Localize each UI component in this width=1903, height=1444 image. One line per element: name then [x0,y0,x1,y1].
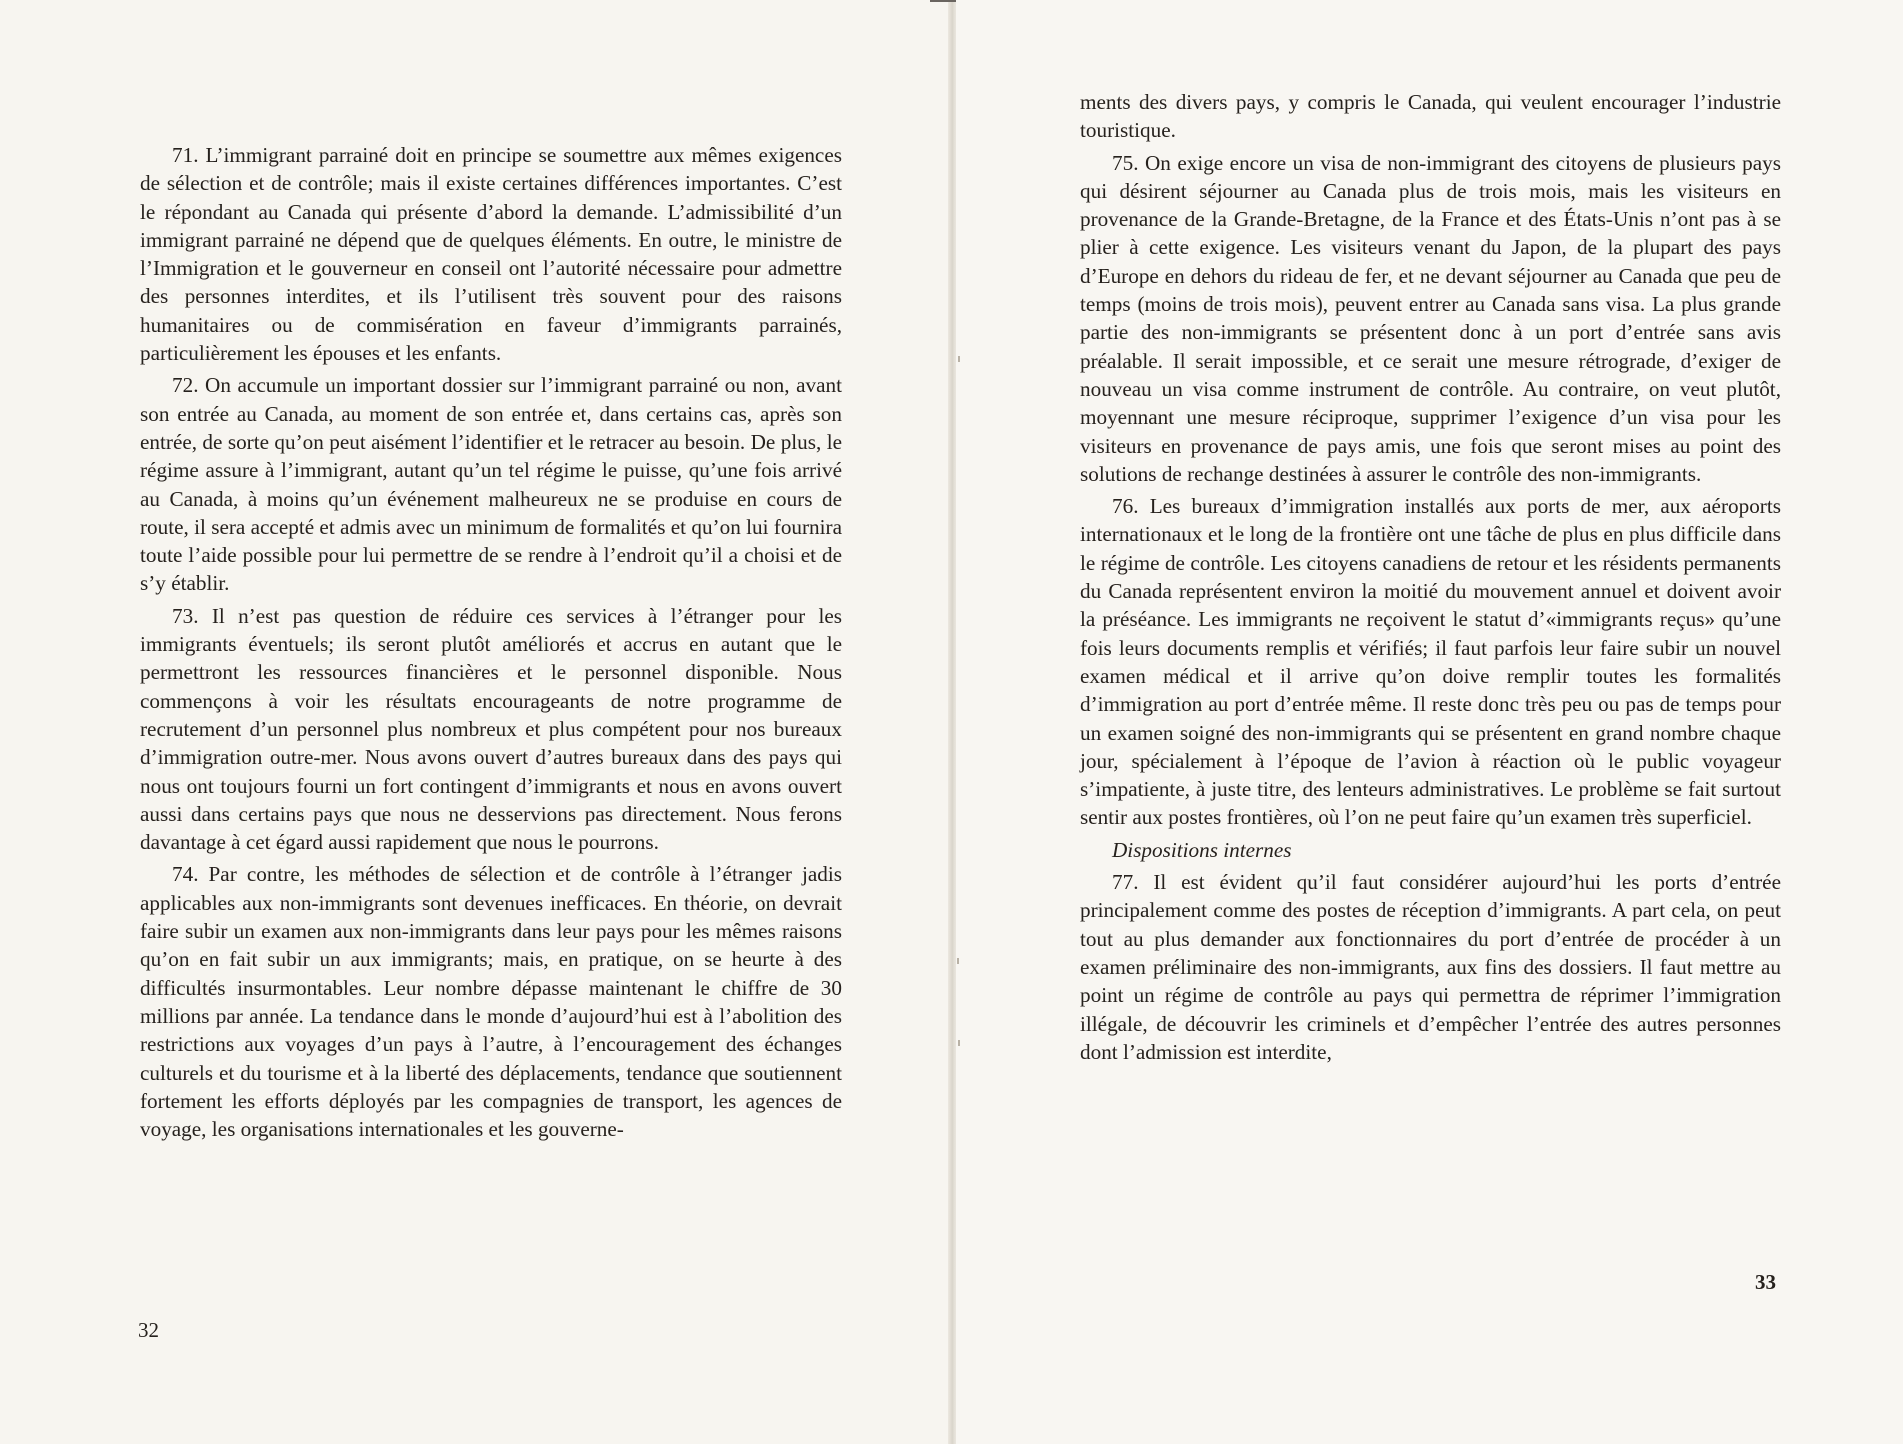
paragraph-74-continuation: ments des divers pays, y compris le Canada, qui veulent encourager l’industrie touristique. [1080,90,1781,143]
paragraph-77: 77. Il est évident qu’il faut considérer aujourd’hui les ports d’entrée principalement comme des postes de réception d’immigrants. A part cela, on peut tout au plus demander aux fonctionnaires du port d’entrée de procéder à un examen préliminaire des non-immigrants, aux fins des dossiers. Il faut mettre au point un régime de contrôle au pays qui permettra de réprimer l’immigration illégale, de découvrir les criminels et d’empêcher l’entrée des autres personnes dont l’admission est interdite, [1080,870,1781,1064]
page-number-left: 32 [138,1318,159,1342]
paragraph-75: 75. On exige encore un visa de non-immigrant des citoyens de plusieurs pays qui désirent séjourner au Canada plus de trois mois, mais les visiteurs en provenance de la Grande-Bretagne, de la France et des États-Unis n’ont pas à se plier à cette exigence. Les visiteurs venant du Japon, de la plupart des pays d’Europe en dehors du rideau de fer, et ne devant séjourner au Canada que peu de temps (moins de trois mois), peuvent entrer au Canada sans visa. La plus grande partie des non-immigrants se présentent donc à un port d’entrée sans avis préalable. Il serait impossible, et ce serait une mesure rétrograde, d’exiger de nouveau un visa comme instrument de contrôle. Au contraire, on veut plutôt, moyennant une mesure réciproque, supprimer l’exigence d’un visa pour les visiteurs en provenance de pays amis, une fois que seront mises au point des solutions de rechange destinées à assurer le contrôle des non-immigrants. [1080,150,1781,486]
paragraph-73: 73. Il n’est pas question de réduire ces services à l’étranger pour les immigrants éventuels; ils seront plutôt améliorés et accrus en autant que le permettront les ressources financières et le personnel disponible. Nous commençons à voir les résultats encourageants de notre programme de recrutement d’un personnel plus nombreux et plus compétent pour nos bureaux d’immigration outre-mer. Nous avons ouvert d’autres bureaux dans des pays qui nous ont toujours fourni un fort contingent d’immigrants et nous en avons ouvert aussi dans certains pays que nous ne desservions pas directement. Nous ferons davantage à cet égard aussi rapidement que nous le pourrons. [140,603,842,855]
section-heading: Dispositions internes [1112,837,1292,862]
page-number-right: 33 [1755,1270,1776,1294]
paragraph-72: 72. On accumule un important dossier sur l’immigrant parrainé ou non, avant son entrée au Canada, au moment de son entrée et, dans certains cas, après son entrée, de sorte qu’on peut aisément l’identifier et le retracer au besoin. De plus, le régime assure à l’immigrant, autant qu’un tel régime le puisse, qu’une fois arrivé au Canada, à moins qu’un événement malheureux ne se produise en cours de route, il sera accepté et admis avec un minimum de formalités et qu’on lui fournira toute l’aide possible pour lui permettre de se rendre à l’endroit qu’il a choisi et de s’y établir. [140,373,842,596]
left-page-body [140,141,842,1147]
paragraph-71: 71. L’immigrant parrainé doit en principe se soumettre aux mêmes exigences de sélection et de contrôle; mais il existe certaines différences importantes. C’est le répondant au Canada qui présente d’abord la demande. L’admissibilité d’un immigrant parrainé ne dépend que de quelques éléments. En outre, le ministre de l’Immigration et le gouverneur en conseil ont l’autorité nécessaire pour admettre des personnes interdites, et ils l’utilisent très souvent pour des raisons humanitaires ou de commisération en faveur d’immigrants parrainés, particulièrement les épouses et les enfants. [140,143,842,366]
right-page [956,0,1903,1444]
paper-speck [957,958,959,964]
right-page-body [1080,88,1781,1070]
paragraph-76: 76. Les bureaux d’immigration installés aux ports de mer, aux aéroports internationaux et le long de la frontière ont une tâche de plus en plus difficile dans le régime de contrôle. Les citoyens canadiens de retour et les résidents permanents du Canada représentent environ la moitié du mouvement annuel et doivent avoir la préséance. Les immigrants ne reçoivent le statut d’«immigrants reçus» qu’une fois leurs documents remplis et vérifiés; il faut parfois leur faire subir un nouvel examen médical et il arrive qu’on doive remplir toutes les formalités d’immigration au port d’entrée même. Il reste donc très peu ou pas de temps pour un examen soigné des non-immigrants qui se présentent en grand nombre chaque jour, spécialement à l’époque de l’avion à réaction où le public voyageur s’impatiente, à juste titre, des lenteurs administratives. Le problème se fait surtout sentir aux postes frontières, où l’on ne peut faire qu’un examen très superficiel. [1080,494,1781,830]
paper-speck [958,1040,960,1046]
paper-speck [958,356,960,362]
paragraph-74: 74. Par contre, les méthodes de sélection et de contrôle à l’étranger jadis applicables aux non-immigrants sont devenues inefficaces. En théorie, on devrait faire subir un examen aux non-immigrants dans leur pays pour les mêmes raisons qu’on en fait subir un aux immigrants; mais, en pratique, on se heurte à des difficultés insurmontables. Leur nombre dépasse maintenant le chiffre de 30 millions par année. La tendance dans le monde d’aujourd’hui est à l’abolition des restrictions aux voyages d’un pays à l’autre, à l’encouragement des échanges culturels et du tourisme et à la liberté des déplacements, tendance que soutiennent fortement les efforts déployés par les compagnies de transport, les agences de voyage, les organisations internationales et les gouverne- [140,862,842,1142]
